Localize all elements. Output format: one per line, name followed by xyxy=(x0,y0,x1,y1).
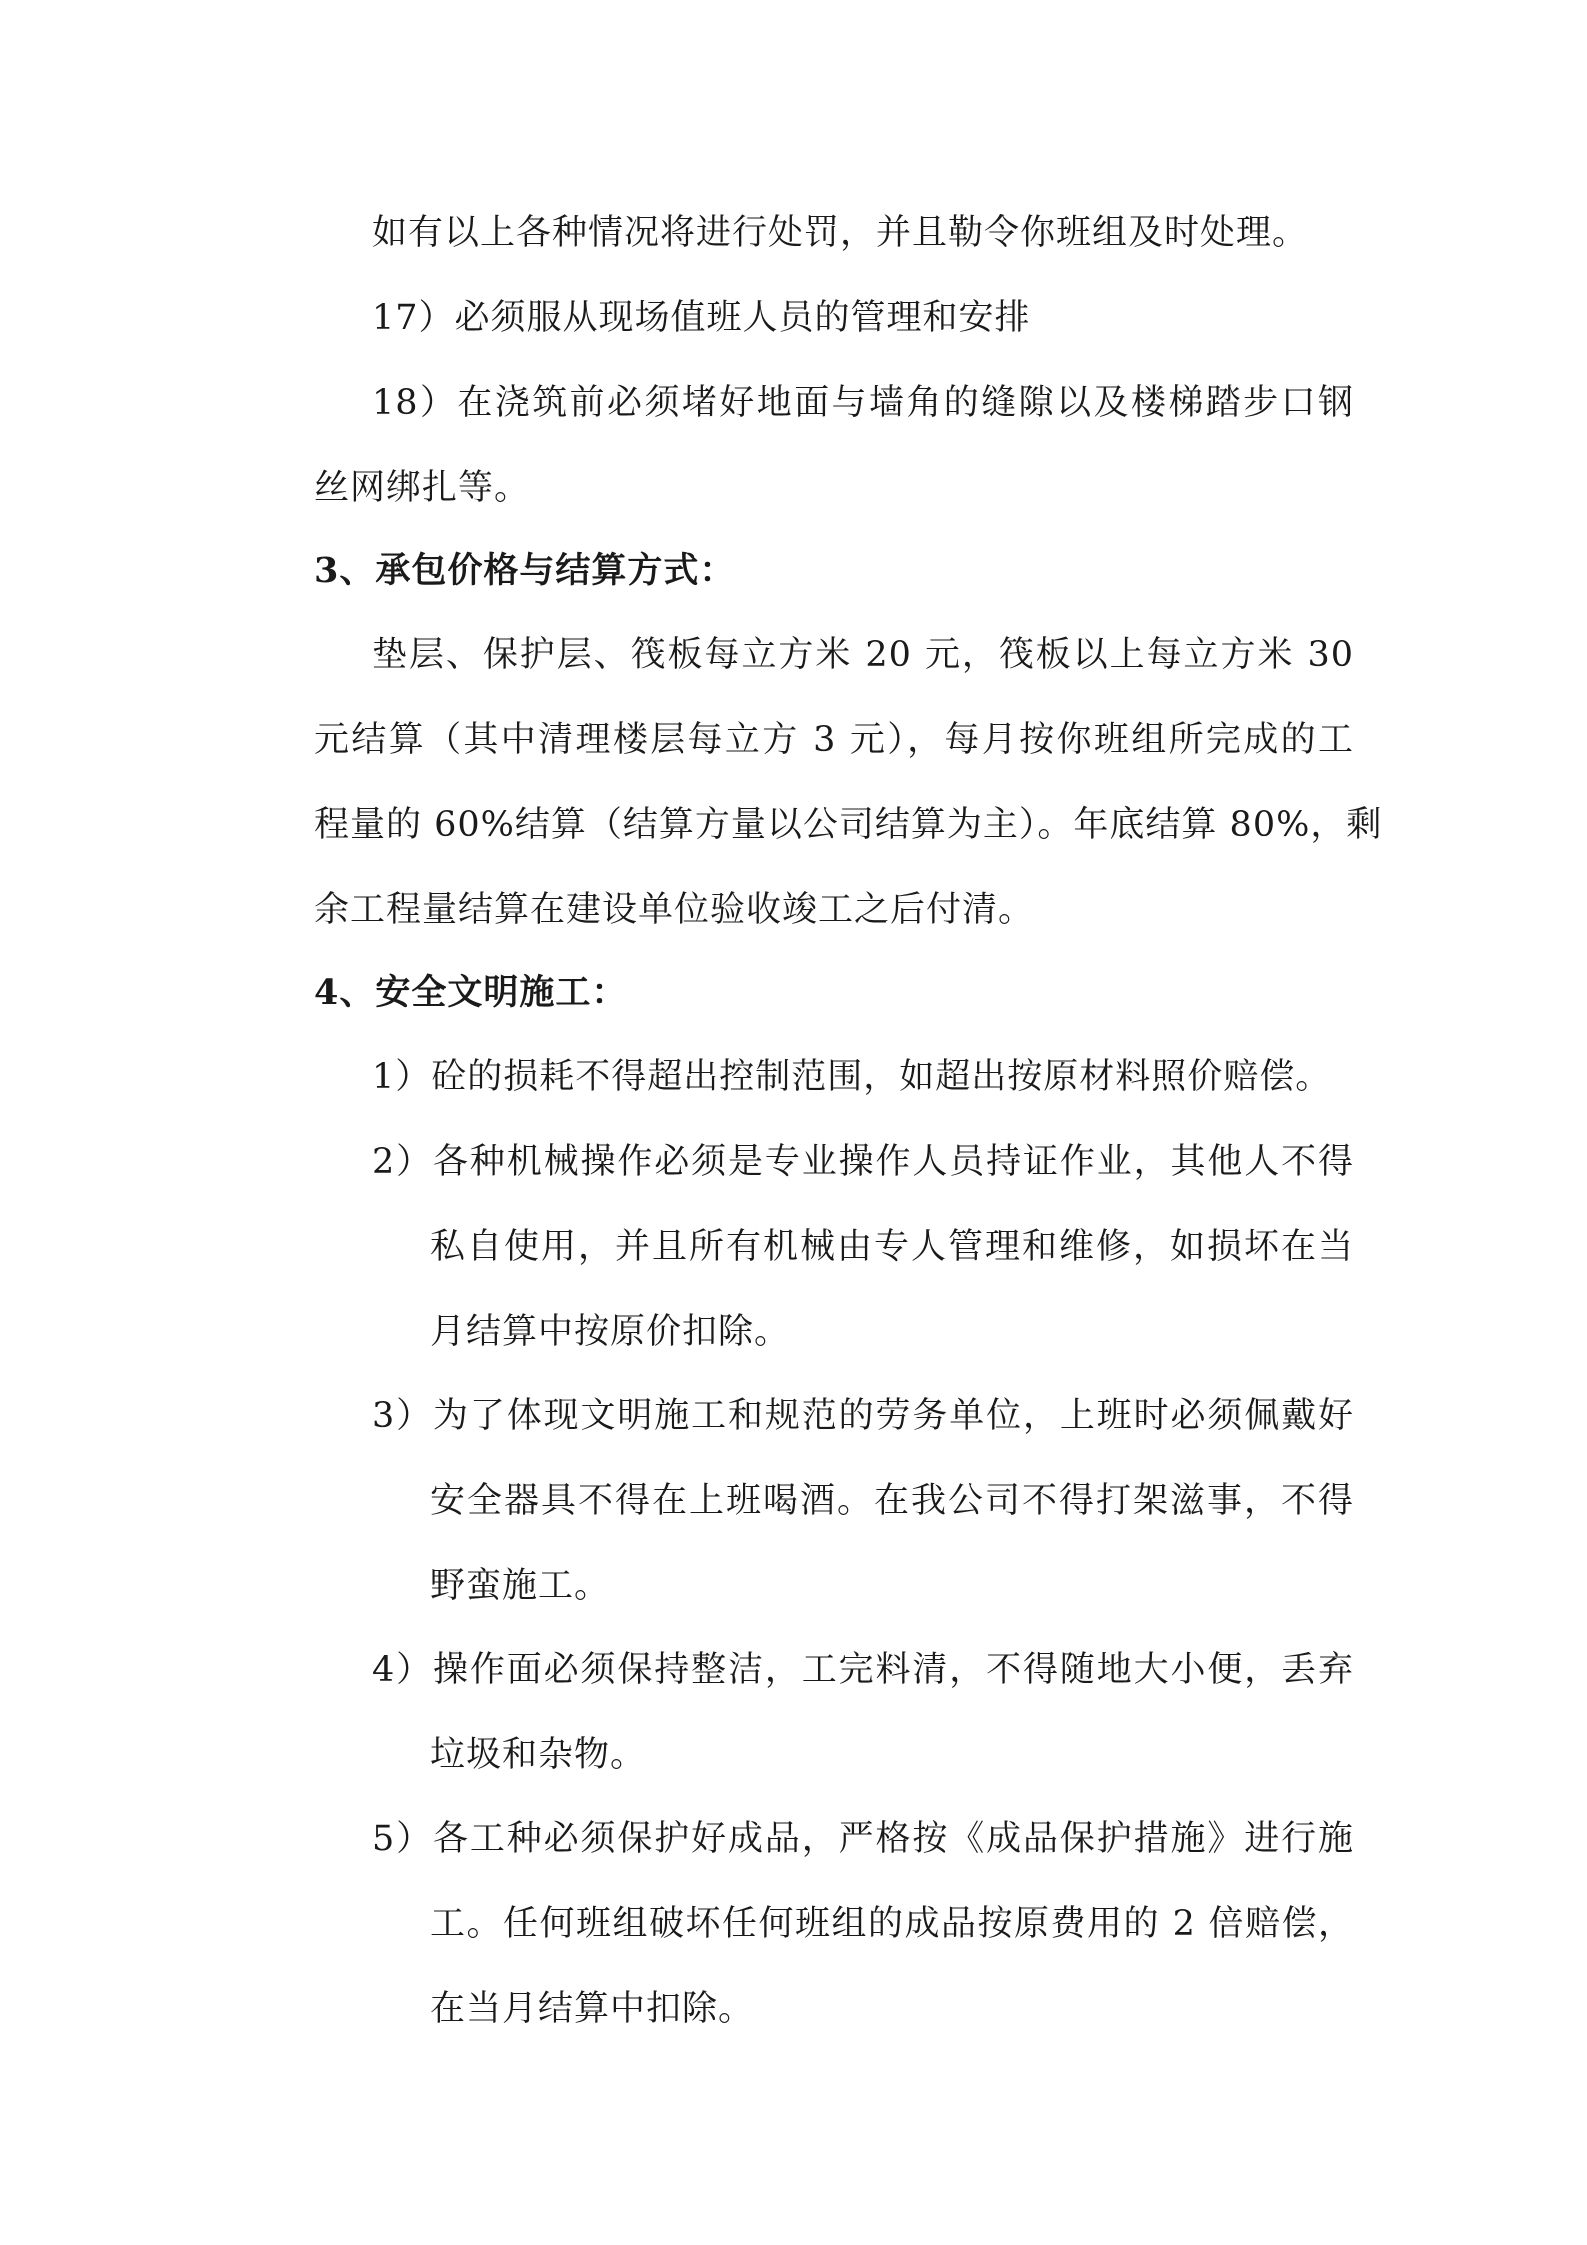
list-item-2: 2）各种机械操作必须是专业操作人员持证作业，其他人不得 xyxy=(372,1142,1354,1182)
list-item-18-continuation: 丝网绑扎等。 xyxy=(314,468,531,508)
paragraph-line: 元结算（其中清理楼层每立方 3 元），每月按你班组所完成的工 xyxy=(314,720,1354,760)
paragraph-line: 余工程量结算在建设单位验收竣工之后付清。 xyxy=(314,890,1035,930)
section-heading-3: 3、承包价格与结算方式： xyxy=(314,550,736,591)
list-item-3-continuation: 野蛮施工。 xyxy=(430,1566,611,1606)
list-item-1: 1）砼的损耗不得超出控制范围，如超出按原材料照价赔偿。 xyxy=(372,1057,1332,1097)
section-heading-4: 4、安全文明施工： xyxy=(314,972,628,1013)
list-item-5-continuation: 在当月结算中扣除。 xyxy=(430,1989,755,2029)
paragraph-line: 程量的 60%结算（结算方量以公司结算为主）。年底结算 80%，剩 xyxy=(314,805,1383,845)
list-item-3: 3）为了体现文明施工和规范的劳务单位，上班时必须佩戴好 xyxy=(372,1396,1354,1436)
list-item-18: 18）在浇筑前必须堵好地面与墙角的缝隙以及楼梯踏步口钢 xyxy=(372,383,1354,423)
list-item-3-continuation: 安全器具不得在上班喝酒。在我公司不得打架滋事，不得 xyxy=(430,1481,1354,1521)
list-item-2-continuation: 月结算中按原价扣除。 xyxy=(430,1312,791,1352)
list-item-5-continuation: 工。任何班组破坏任何班组的成品按原费用的 2 倍赔偿， xyxy=(430,1904,1354,1944)
paragraph-line: 如有以上各种情况将进行处罚，并且勒令你班组及时处理。 xyxy=(372,213,1309,253)
list-item-4: 4）操作面必须保持整洁，工完料清，不得随地大小便，丢弃 xyxy=(372,1650,1354,1690)
list-item-17: 17）必须服从现场值班人员的管理和安排 xyxy=(372,298,1031,338)
paragraph-line: 垫层、保护层、筏板每立方米 20 元，筏板以上每立方米 30 xyxy=(372,635,1354,675)
list-item-4-continuation: 垃圾和杂物。 xyxy=(430,1735,647,1775)
list-item-5: 5）各工种必须保护好成品，严格按《成品保护措施》进行施 xyxy=(372,1819,1354,1859)
list-item-2-continuation: 私自使用，并且所有机械由专人管理和维修，如损坏在当 xyxy=(430,1227,1354,1267)
